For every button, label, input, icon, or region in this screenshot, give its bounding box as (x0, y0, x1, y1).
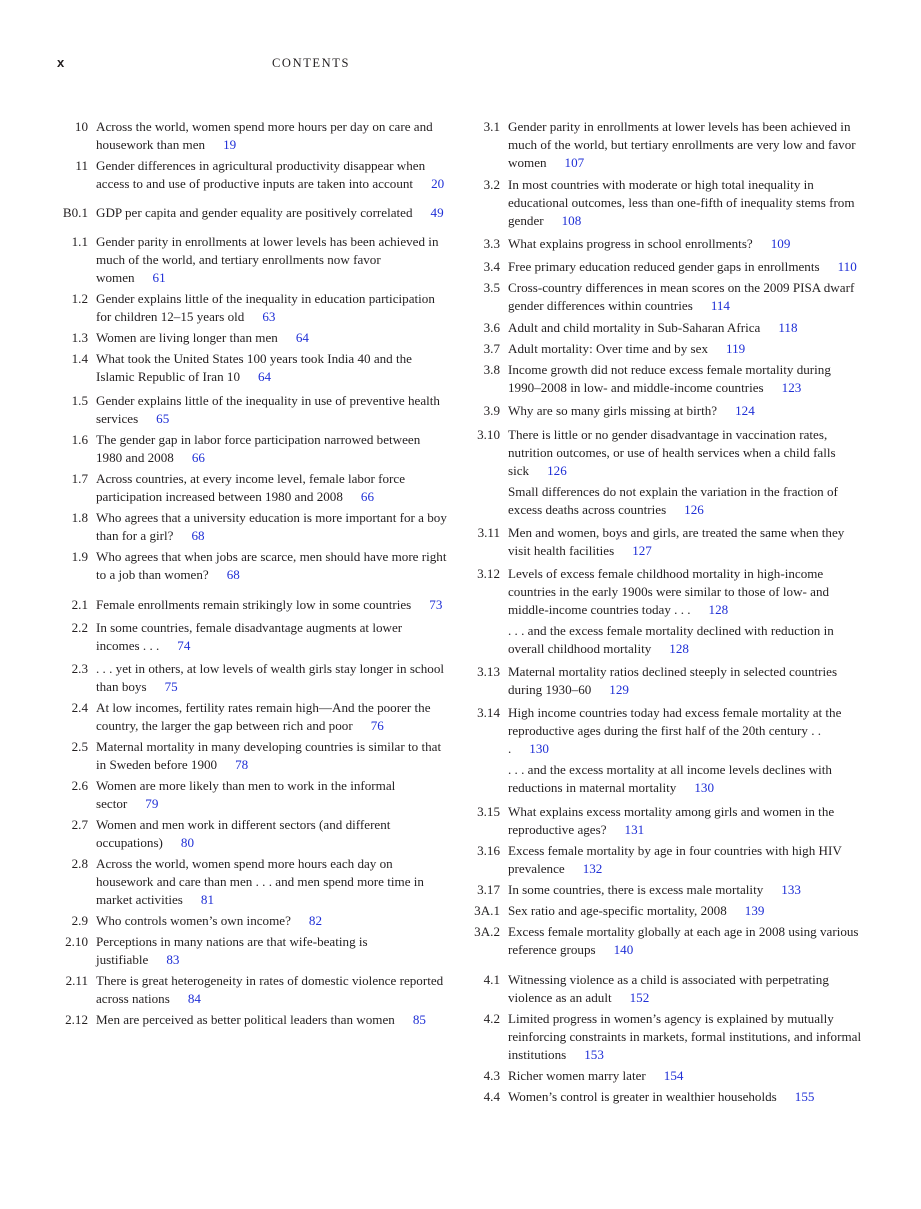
entry-number: 3A.2 (474, 924, 500, 939)
entry-page-link[interactable]: 83 (166, 952, 180, 967)
entry-number: 2.12 (65, 1012, 88, 1027)
entry-number: 3.17 (477, 882, 500, 897)
toc-entry (58, 855, 448, 909)
entry-number: 3.8 (483, 362, 500, 377)
entry-page-link[interactable]: 107 (564, 155, 585, 170)
toc-entry (58, 431, 448, 467)
entry-title: Men and women, boys and girls, are treated the same when they visit health facilities (508, 525, 845, 558)
entry-page-link[interactable]: 155 (794, 1089, 815, 1104)
toc-entry (470, 426, 862, 480)
entry-title: Female enrollments remain strikingly low in some countries (96, 597, 412, 612)
entry-page-link[interactable]: 131 (624, 822, 645, 837)
entry-title: Excess female mortality globally at each age in 2008 using various reference groups (508, 924, 859, 957)
entry-number: 1.8 (71, 510, 88, 525)
entry-title: Gender explains little of the inequality in use of preventive health services (96, 393, 440, 426)
toc-entry (58, 118, 448, 154)
toc-entry (58, 912, 448, 930)
entry-title: Who agrees that a university education is more important for a boy than for a girl? (96, 510, 447, 543)
toc-entry (470, 483, 862, 519)
toc-entry (58, 738, 448, 774)
toc-entry (470, 361, 862, 397)
entry-title: Why are so many girls missing at birth? (508, 403, 718, 418)
entry-page-link[interactable]: 118 (778, 320, 798, 335)
entry-title: At low incomes, fertility rates remain high—And the poorer the country, the larger the gap between rich and poor (96, 700, 431, 733)
entry-title: Maternal mortality in many developing countries is similar to that in Sweden before 1900 (96, 739, 442, 772)
entry-number: 3.14 (477, 705, 500, 720)
entry-title: Across the world, women spend more hours each day on housework and care than men . . . and men spend more time in market activities (96, 856, 424, 907)
entry-number: 4.1 (483, 972, 500, 987)
entry-number: 1.1 (71, 234, 88, 249)
entry-number: 3.15 (477, 804, 500, 819)
toc-entry (470, 881, 862, 899)
entry-page-link[interactable]: 85 (412, 1012, 426, 1027)
toc-entry (58, 699, 448, 735)
entry-page-link[interactable]: 129 (609, 682, 629, 697)
toc-entry (470, 902, 862, 920)
toc-entry (470, 923, 862, 959)
toc-entry (58, 350, 448, 386)
entry-number: 3.9 (483, 403, 500, 418)
toc-entry (58, 972, 448, 1008)
entry-title: Across the world, women spend more hours per day on care and housework than men (96, 119, 433, 152)
toc-entry (470, 235, 862, 253)
entry-page-link[interactable]: 126 (684, 502, 704, 517)
entry-page-link[interactable]: 66 (360, 489, 374, 504)
entry-page-link[interactable]: 128 (708, 602, 729, 617)
entry-number: 1.5 (71, 393, 88, 408)
entry-title: Excess female mortality by age in four countries with high HIV prevalence (508, 843, 842, 876)
toc-entry (470, 524, 862, 560)
entry-number: 3A.1 (474, 903, 500, 918)
toc-entry (470, 118, 862, 172)
entry-number: 3.1 (483, 119, 500, 134)
entry-number: 2.2 (71, 620, 88, 635)
toc-entry (58, 777, 448, 813)
toc-entry (470, 402, 862, 420)
entry-number: 1.3 (71, 330, 88, 345)
toc-entry (58, 329, 448, 347)
entry-page-link[interactable]: 79 (145, 796, 159, 811)
toc-entry (470, 971, 862, 1007)
entry-page-link[interactable]: 119 (726, 341, 746, 356)
toc-entry (470, 565, 862, 619)
running-head: CONTENTS (272, 56, 351, 70)
entry-page-link[interactable]: 82 (308, 913, 323, 928)
entry-number: 2.5 (71, 739, 88, 754)
toc-entry (58, 290, 448, 326)
entry-page-link[interactable]: 68 (191, 528, 205, 543)
entry-page-link[interactable]: 74 (177, 638, 191, 653)
toc-entry (58, 619, 448, 655)
toc-entry (470, 1067, 862, 1085)
entry-page-link[interactable]: 66 (191, 450, 205, 465)
entry-title: Men are perceived as better political leaders than women (96, 1012, 395, 1027)
toc-entry (58, 596, 448, 614)
entry-title: Women and men work in different sectors (and different occupations) (96, 817, 391, 850)
entry-page-link[interactable]: 78 (235, 757, 249, 772)
entry-page-link[interactable]: 154 (663, 1068, 684, 1083)
entry-page-link[interactable]: 108 (561, 213, 582, 228)
toc-entry (470, 803, 862, 839)
entry-title: Free primary education reduced gender gaps in enrollments (508, 259, 820, 274)
entry-page-link[interactable]: 19 (223, 137, 237, 152)
toc-entry (470, 176, 862, 230)
entry-title: In some countries, female disadvantage augments at lower incomes . . . (96, 620, 403, 653)
entry-title: Perceptions in many nations are that wife-beating is justifiable (96, 934, 368, 967)
entry-page-link[interactable]: 80 (180, 835, 194, 850)
toc-entry (470, 761, 862, 797)
entry-page-link[interactable]: 123 (781, 380, 802, 395)
entry-page-link[interactable]: 127 (632, 543, 652, 558)
entry-number: 3.3 (483, 236, 500, 251)
entry-title: There is great heterogeneity in rates of domestic violence reported across nations (96, 973, 444, 1006)
entry-page-link[interactable]: 130 (529, 741, 549, 756)
toc-column-left (58, 118, 448, 1029)
entry-page-link[interactable]: 130 (694, 780, 714, 795)
toc-entry (58, 233, 448, 287)
entry-title: Women are living longer than men (96, 330, 278, 345)
entry-number: 11 (75, 158, 88, 173)
entry-number: 2.10 (65, 934, 88, 949)
entry-number: 3.5 (483, 280, 500, 295)
entry-page-link[interactable]: 61 (152, 270, 166, 285)
entry-number: 4.3 (483, 1068, 500, 1083)
toc-entry (58, 392, 448, 428)
entry-title: Who agrees that when jobs are scarce, men should have more right to a job than women? (96, 549, 447, 582)
entry-page-link[interactable]: 64 (258, 369, 272, 384)
entry-number: 2.3 (71, 661, 88, 676)
toc-entry (470, 842, 862, 878)
entry-title: In most countries with moderate or high total inequality in educational outcomes, less than one-fifth of inequality stems from gender (508, 177, 855, 228)
toc-entry (58, 660, 448, 696)
entry-number: 2.7 (71, 817, 88, 832)
entry-number: 10 (74, 119, 88, 134)
entry-title: Sex ratio and age-specific mortality, 2008 (508, 903, 727, 918)
toc-entry (58, 816, 448, 852)
entry-number: 1.9 (71, 549, 88, 564)
entry-number: 2.1 (71, 597, 88, 612)
entry-number: 3.12 (477, 566, 500, 581)
entry-number: 1.7 (71, 471, 88, 486)
entry-page-link[interactable]: 68 (226, 567, 240, 582)
entry-title: Gender parity in enrollments at lower levels has been achieved in much of the world, and tertiary enrollments now favor women (96, 234, 439, 285)
toc-entry (58, 1011, 448, 1029)
toc-entry (470, 340, 862, 358)
entry-page-link[interactable]: 153 (584, 1047, 604, 1062)
entry-number: 3.16 (477, 843, 500, 858)
toc-entry (470, 319, 862, 337)
entry-number: 2.8 (71, 856, 88, 871)
entry-title: . . . and the excess mortality at all income levels declines with reductions in maternal mortality (508, 762, 832, 795)
entry-title: Cross-country differences in mean scores on the 2009 PISA dwarf gender differences within countries (508, 280, 855, 313)
entry-number: 2.11 (65, 973, 88, 988)
entry-page-link[interactable]: 84 (187, 991, 201, 1006)
entry-number: 1.6 (71, 432, 88, 447)
entry-title: Witnessing violence as a child is associated with perpetrating violence as an adult (508, 972, 829, 1005)
entry-page-link[interactable]: 75 (164, 679, 178, 694)
entry-number: 3.2 (483, 177, 500, 192)
entry-page-link[interactable]: 133 (781, 882, 801, 897)
entry-title: GDP per capita and gender equality are positively correlated (96, 205, 413, 220)
entry-number: 4.4 (483, 1089, 500, 1104)
entry-number: 2.9 (71, 913, 88, 928)
entry-page-link[interactable]: 124 (735, 403, 755, 418)
entry-title: . . . and the excess female mortality declined with reduction in overall childhood mortality (508, 623, 834, 656)
entry-number: 3.4 (483, 259, 500, 274)
toc-entry (58, 933, 448, 969)
entry-page-link[interactable]: 139 (744, 903, 765, 918)
toc-entry (58, 548, 448, 584)
entry-number: 3.10 (477, 427, 500, 442)
entry-title: Adult mortality: Over time and by sex (508, 341, 709, 356)
toc-entry (58, 470, 448, 506)
entry-number: B0.1 (62, 205, 88, 220)
entry-title: Women are more likely than men to work in the informal sector (96, 778, 396, 811)
toc-entry (470, 258, 862, 276)
entry-number: 2.4 (71, 700, 88, 715)
entry-title: There is little or no gender disadvantage in vaccination rates, nutrition outcomes, or use of health services when a child falls sick (508, 427, 836, 478)
entry-page-link[interactable]: 152 (629, 990, 650, 1005)
entry-number: 3.6 (483, 320, 500, 335)
entry-page-link[interactable]: 64 (295, 330, 309, 345)
entry-title: What took the United States 100 years took India 40 and the Islamic Republic of Iran 10 (96, 351, 412, 384)
entry-page-link[interactable]: 109 (770, 236, 791, 251)
entry-title: Women’s control is greater in wealthier households (508, 1089, 777, 1104)
entry-title: What explains excess mortality among girls and women in the reproductive ages? (508, 804, 835, 837)
entry-title: The gender gap in labor force participation narrowed between 1980 and 2008 (96, 432, 421, 465)
entry-title: What explains progress in school enrollments? (508, 236, 753, 251)
entry-page-link[interactable]: 76 (370, 718, 384, 733)
entry-page-link[interactable]: 128 (669, 641, 689, 656)
toc-entry (58, 204, 448, 222)
entry-title: . . . yet in others, at low levels of wealth girls stay longer in school than boys (96, 661, 445, 694)
entry-title: High income countries today had excess female mortality at the reproductive ages during the first half of the 20th century . . . (508, 705, 842, 756)
toc-entry (470, 704, 862, 758)
entry-number: 2.6 (71, 778, 88, 793)
entry-title: Small differences do not explain the variation in the fraction of excess deaths across countries (508, 484, 838, 517)
toc-column-right (470, 118, 862, 1106)
entry-page-link[interactable]: 65 (156, 411, 170, 426)
entry-page-link[interactable]: 114 (710, 298, 730, 313)
entry-page-link[interactable]: 126 (547, 463, 567, 478)
entry-title: Limited progress in women’s agency is explained by mutually reinforcing constraints in markets, formal institutions, and informal institutions (508, 1011, 862, 1062)
entry-number: 1.2 (71, 291, 88, 306)
entry-page-link[interactable]: 63 (262, 309, 276, 324)
entry-title: Gender parity in enrollments at lower levels has been achieved in much of the world, but tertiary enrollments are very low and favor women (508, 119, 856, 170)
entry-title: Adult and child mortality in Sub-Saharan Africa (508, 320, 761, 335)
entry-title: Maternal mortality ratios declined steeply in selected countries during 1930–60 (508, 664, 838, 697)
entry-title: Gender differences in agricultural productivity disappear when access to and use of productive inputs are taken into account (96, 158, 426, 191)
entry-page-link[interactable]: 140 (613, 942, 634, 957)
entry-page-link[interactable]: 20 (431, 176, 445, 191)
entry-number: 3.7 (483, 341, 500, 356)
entry-number: 3.11 (477, 525, 500, 540)
entry-number: 1.4 (71, 351, 88, 366)
toc-entry (470, 1088, 862, 1106)
entry-title: Income growth did not reduce excess female mortality during 1990–2008 in low- and middle-income countries (508, 362, 831, 395)
page-number: x (57, 55, 65, 70)
entry-title: In some countries, there is excess male mortality (508, 882, 764, 897)
toc-entry (470, 622, 862, 658)
entry-title: Gender explains little of the inequality in education participation for children 12–15 years old (96, 291, 435, 324)
toc-entry (470, 279, 862, 315)
toc-entry (470, 663, 862, 699)
entry-number: 4.2 (483, 1011, 500, 1026)
entry-title: Who controls women’s own income? (96, 913, 291, 928)
entry-number: 3.13 (477, 664, 500, 679)
toc-entry (470, 1010, 862, 1064)
entry-page-link[interactable]: 73 (429, 597, 443, 612)
toc-entry (58, 509, 448, 545)
entry-page-link[interactable]: 132 (582, 861, 603, 876)
entry-page-link[interactable]: 81 (200, 892, 214, 907)
entry-title: Across countries, at every income level, female labor force participation increased between 1980 and 2008 (96, 471, 406, 504)
entry-title: Richer women marry later (508, 1068, 646, 1083)
toc-entry (58, 157, 448, 193)
entry-title: Levels of excess female childhood mortality in high-income countries in the early 1900s were similar to those of low- and middle-income countries today . . . (508, 566, 830, 617)
entry-page-link[interactable]: 49 (430, 205, 444, 220)
entry-page-link[interactable]: 110 (837, 259, 857, 274)
